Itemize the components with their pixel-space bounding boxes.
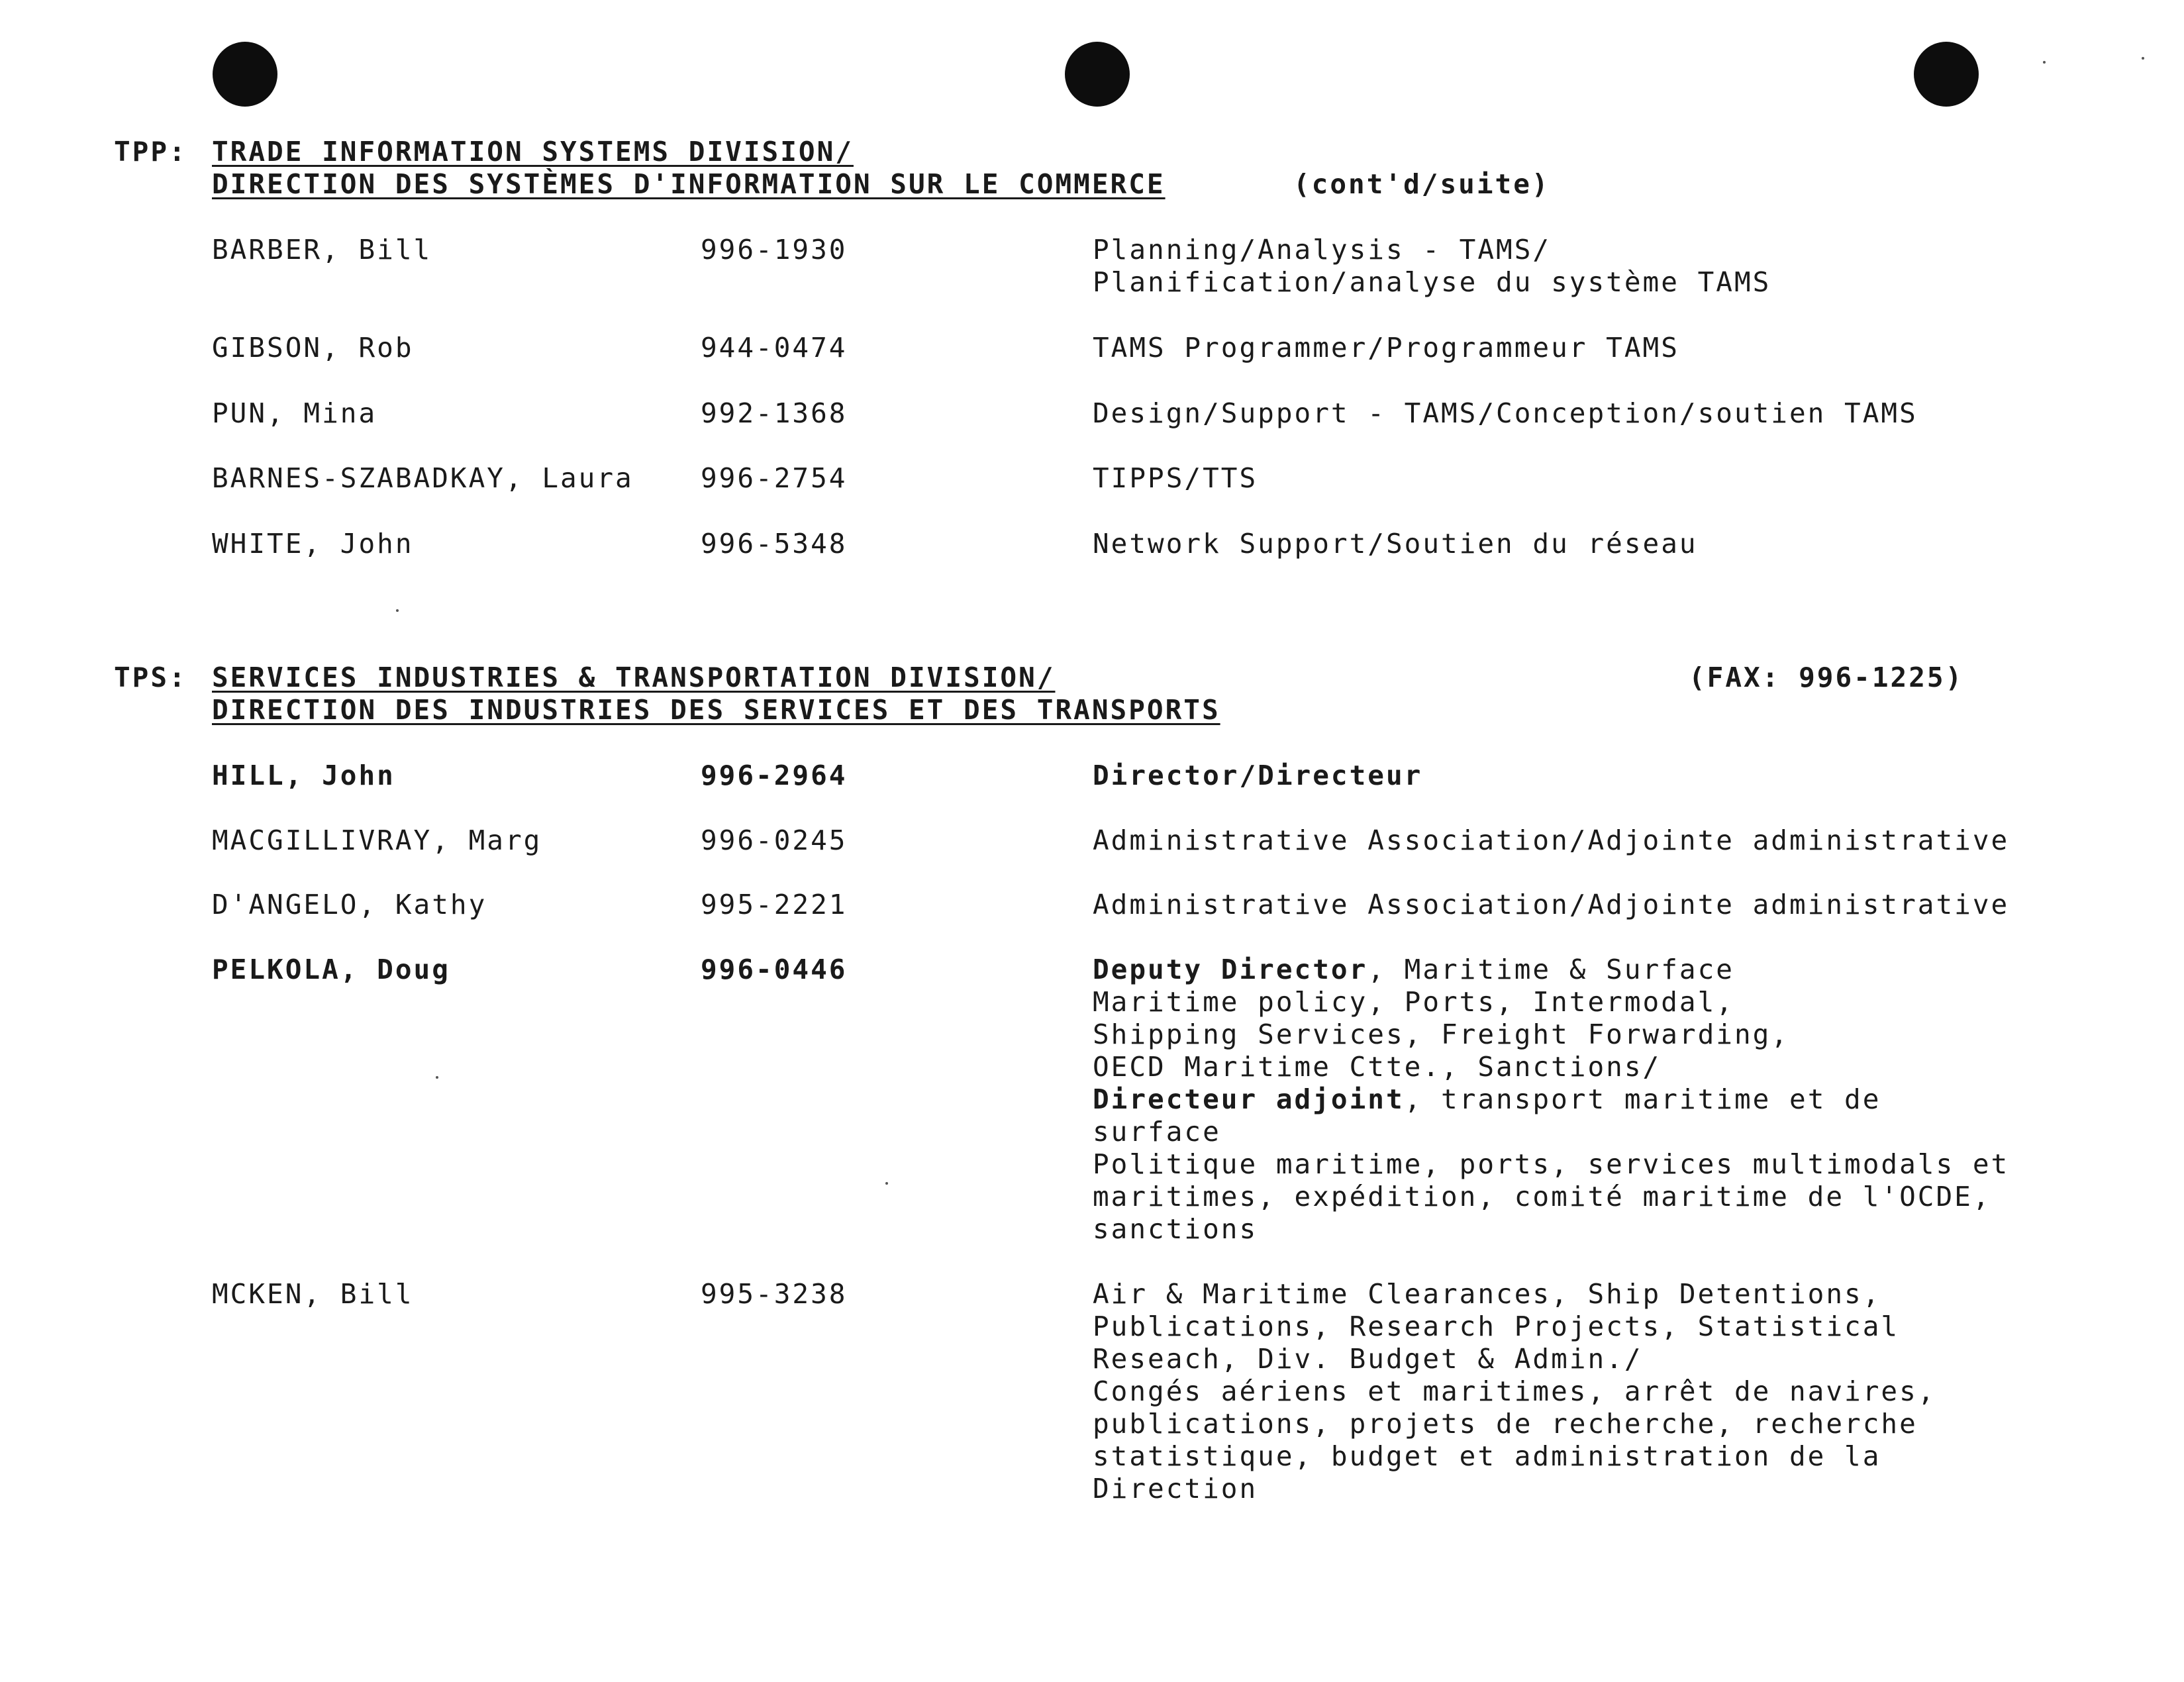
binder-hole-right	[1914, 42, 1979, 107]
entry-name: D'ANGELO, Kathy	[212, 889, 487, 920]
entry-phone: 996-5348	[701, 528, 848, 560]
entry-role: TAMS Programmer/Programmeur TAMS	[1093, 332, 1679, 364]
entry-role: publications, projets de recherche, recherche	[1093, 1408, 1918, 1440]
role-detail: , Maritime & Surface	[1367, 954, 1734, 985]
entry-phone: 996-0245	[701, 824, 848, 856]
entry-role: Network Support/Soutien du réseau	[1093, 528, 1698, 560]
entry-role: TIPPS/TTS	[1093, 462, 1258, 494]
entry-role: sanctions	[1093, 1213, 1258, 1245]
section-heading-fr: DIRECTION DES INDUSTRIES DES SERVICES ET DES TRANSPORTS	[212, 694, 1220, 726]
entry-phone: 995-3238	[701, 1278, 848, 1310]
scan-speck	[885, 1182, 888, 1185]
entry-role	[1093, 954, 1734, 986]
entry-phone: 996-1930	[701, 234, 848, 266]
role-title-en: Deputy Director	[1093, 954, 1368, 985]
entry-name: BARNES-SZABADKAY, Laura	[212, 462, 634, 494]
scan-speck	[2043, 61, 2046, 64]
entry-role: Administrative Association/Adjointe administrative	[1093, 824, 2010, 856]
entry-role: Shipping Services, Freight Forwarding,	[1093, 1018, 1789, 1050]
entry-name: PELKOLA, Doug	[212, 954, 450, 985]
scan-speck	[396, 609, 399, 612]
entry-phone: 944-0474	[701, 332, 848, 364]
section-heading-en: TRADE INFORMATION SYSTEMS DIVISION/	[212, 136, 854, 168]
entry-role: Air & Maritime Clearances, Ship Detentions,	[1093, 1278, 1881, 1310]
entry-phone: 992-1368	[701, 397, 848, 429]
entry-role: Publications, Research Projects, Statistical	[1093, 1311, 1900, 1342]
entry-role: Director/Directeur	[1093, 760, 1423, 791]
entry-name: MCKEN, Bill	[212, 1278, 414, 1310]
entry-role: Reseach, Div. Budget & Admin./	[1093, 1343, 1643, 1375]
fax-number: (FAX: 996-1225)	[1689, 662, 1964, 693]
section-heading-fr: DIRECTION DES SYSTÈMES D'INFORMATION SUR LE COMMERCE	[212, 168, 1166, 200]
section-note: (cont'd/suite)	[1293, 168, 1550, 200]
entry-role: Maritime policy, Ports, Intermodal,	[1093, 986, 1734, 1018]
entry-name: WHITE, John	[212, 528, 414, 560]
section-code: TPS:	[114, 662, 187, 693]
entry-role: Direction	[1093, 1473, 1258, 1505]
role-detail: , transport maritime et de	[1404, 1083, 1881, 1115]
entry-name: PUN, Mina	[212, 397, 377, 429]
entry-role: Politique maritime, ports, services multimodals et	[1093, 1148, 2010, 1180]
entry-phone: 995-2221	[701, 889, 848, 920]
binder-hole-left	[213, 42, 277, 107]
entry-role: maritimes, expédition, comité maritime de l'OCDE,	[1093, 1181, 1991, 1212]
scan-speck	[2142, 57, 2144, 60]
entry-role	[1093, 1083, 1881, 1116]
entry-name: HILL, John	[212, 760, 395, 791]
entry-role: statistique, budget et administration de la	[1093, 1440, 1881, 1472]
entry-role: Design/Support - TAMS/Conception/soutien TAMS	[1093, 397, 1918, 429]
entry-phone: 996-2964	[701, 760, 848, 791]
role-title-fr: Directeur adjoint	[1093, 1083, 1405, 1115]
binder-hole-center	[1065, 42, 1130, 107]
scan-speck	[436, 1076, 438, 1079]
entry-name: MACGILLIVRAY, Marg	[212, 824, 542, 856]
entry-role: Congés aériens et maritimes, arrêt de navires,	[1093, 1375, 1936, 1407]
entry-role: surface	[1093, 1116, 1221, 1148]
entry-name: GIBSON, Rob	[212, 332, 414, 364]
entry-name: BARBER, Bill	[212, 234, 432, 266]
section-code: TPP:	[114, 136, 187, 168]
section-heading-en: SERVICES INDUSTRIES & TRANSPORTATION DIVISION/	[212, 662, 1056, 693]
entry-role: Administrative Association/Adjointe administrative	[1093, 889, 2010, 920]
entry-role: Planification/analyse du système TAMS	[1093, 266, 1771, 298]
entry-phone: 996-2754	[701, 462, 848, 494]
entry-phone: 996-0446	[701, 954, 848, 985]
entry-role: OECD Maritime Ctte., Sanctions/	[1093, 1051, 1662, 1083]
entry-role: Planning/Analysis - TAMS/	[1093, 234, 1552, 266]
